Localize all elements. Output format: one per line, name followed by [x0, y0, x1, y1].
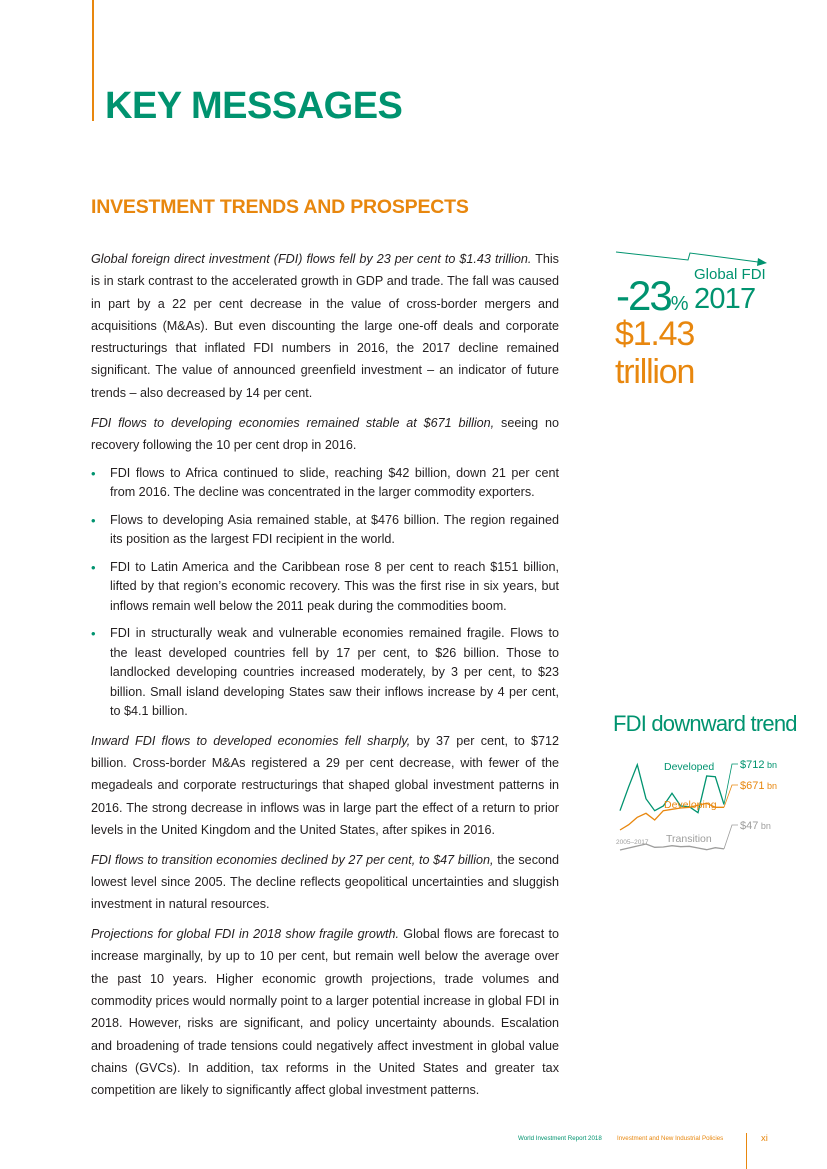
paragraph-lead: Projections for global FDI in 2018 show fragile growth. — [91, 927, 399, 942]
period-label: 2005–2017 — [616, 839, 649, 846]
paragraph-text: by 37 per cent, to $712 billion. Cross-border M&As registered a 29 per cent decrease, with fewer of the megadeals and corporate restructurings that shaped global investment patterns in 2016. The strong decrease in inflows was in large part the effect of a return to prior levels in the United Kingdom and the United States, after spikes in 2016. — [91, 733, 560, 837]
footer-report-title: World Investment Report 2018 — [518, 1135, 602, 1142]
paragraph-projections — [91, 923, 559, 1101]
end-value-unit: bn — [758, 821, 771, 831]
paragraph-text: seeing no recovery following the 10 per cent drop in 2016. — [91, 415, 559, 452]
bullet-item — [91, 464, 559, 503]
bullet-text: FDI to Latin America and the Caribbean rose 8 per cent to reach $151 billion, lifted by that region’s economic recovery. This was the first rise in six years, but inflows remain well below the 2011 peak during the commodities boom. — [110, 559, 559, 613]
global-fdi-label: Global FDI — [694, 266, 766, 283]
chart-title-part1: FDI — [613, 711, 647, 736]
section-title: INVESTMENT TRENDS AND PROSPECTS — [91, 196, 469, 218]
bullet-text: Flows to developing Asia remained stable, at $476 billion. The region regained its position as the largest FDI recipient in the world. — [110, 512, 559, 547]
bullet-dot: • — [91, 626, 96, 642]
paragraph-global — [91, 248, 559, 404]
paragraph-lead: Global foreign direct investment (FDI) flows fell by 23 per cent to $1.43 trillion. — [91, 252, 532, 266]
global-fdi-year: 2017 — [694, 283, 756, 315]
end-connector — [724, 785, 738, 807]
paragraph-developed — [91, 730, 559, 841]
paragraph-transition — [91, 849, 559, 916]
end-value-label: $712 bn — [740, 759, 777, 771]
bullet-dot: • — [91, 512, 96, 528]
fdi-trend-chart — [612, 710, 797, 860]
footer-rule — [746, 1133, 747, 1169]
paragraph-lead: Inward FDI flows to developed economies fell sharply, — [91, 733, 411, 748]
bullet-text: FDI in structurally weak and vulnerable economies remained fragile. Flows to the least developed countries fell by 17 per cent, to $26 billion. Those to landlocked developing countries increased moderately, by 3 per cent, to $23 billion. Small island developing States saw their inflows increase by 4 per cent, to $4.1 billion. — [110, 626, 559, 719]
global-fdi-amount: $1.43 trillion — [615, 315, 695, 391]
change-unit: % — [670, 293, 689, 315]
page-number: xi — [761, 1133, 768, 1144]
global-fdi-callout — [612, 246, 772, 391]
bullet-text: FDI flows to Africa continued to slide, reaching $42 billion, down 21 per cent from 2016. The decline was concentrated in the larger commodity exporters. — [110, 465, 559, 500]
body-text — [91, 248, 559, 1109]
paragraph-text: the second lowest level since 2005. The decline reflects geopolitical uncertainties and sluggish investment in natural resources. — [91, 852, 559, 912]
paragraph-text: Global flows are forecast to increase marginally, by up to 10 per cent, but remain well below the average over the past 10 years. Higher economic growth projections, trade volumes and commodity prices would normally point to a larger potential increase in global FDI in 2018. However, risks are significant, and policy uncertainty abounds. Escalation and broadening of trade tensions could negatively affect investment in global value chains (GVCs). In addition, tax reforms in the United States and greater tax competition are likely to significantly affect global investment patterns. — [91, 927, 560, 1098]
change-value: -23 — [616, 272, 671, 319]
end-value-unit: bn — [764, 760, 777, 770]
chart-title — [613, 710, 797, 738]
footer-topic: Investment and New Industrial Policies — [617, 1135, 724, 1142]
paragraph-lead: FDI flows to developing economies remained stable at $671 billion, — [91, 415, 495, 430]
end-connector — [724, 764, 738, 805]
paragraph-text: This is in stark contrast to the accelerated growth in GDP and trade. The fall was caused in part by a 22 per cent decrease in the value of cross-border mergers and acquisitions (M&As). But even discounting the large one-off deals and corporate restructurings that inflated FDI numbers in 2016, the 2017 decline remained significant. The value of announced greenfield investment – an indicator of future trends – also decreased by 14 per cent. — [91, 252, 559, 400]
chart-title-part2: downward trend — [651, 711, 797, 736]
paragraph-lead: FDI flows to transition economies declined by 27 per cent, to $47 billion, — [91, 852, 494, 867]
paragraph-developing — [91, 412, 559, 457]
bullet-dot: • — [91, 465, 96, 481]
bullet-list — [91, 464, 559, 722]
bullet-dot: • — [91, 559, 96, 575]
series-name-label: Developing — [664, 799, 717, 811]
bullet-item — [91, 558, 559, 617]
series-name-label: Developed — [664, 761, 715, 773]
bullet-item — [91, 511, 559, 550]
series-name-label: Transition — [666, 833, 712, 845]
chart-plot — [612, 740, 782, 860]
bullet-item — [91, 624, 559, 722]
end-connector — [724, 825, 738, 849]
end-value-label: $47 bn — [740, 820, 771, 832]
page-title: KEY MESSAGES — [105, 85, 403, 127]
end-value-label: $671 bn — [740, 780, 777, 792]
title-accent-rule — [92, 0, 94, 121]
end-value-unit: bn — [764, 781, 777, 791]
